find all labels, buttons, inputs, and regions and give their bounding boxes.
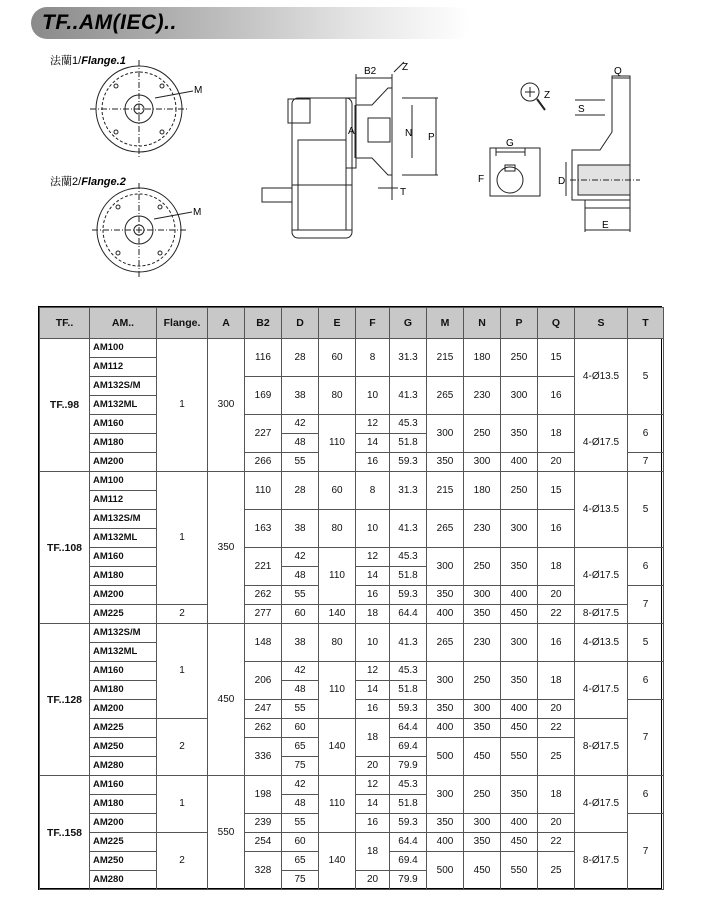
zoom-detail-icon	[521, 83, 545, 110]
dimension-label: S	[578, 104, 585, 115]
table-cell: TF..158	[40, 776, 90, 890]
table-cell: 2	[157, 833, 208, 890]
column-header: TF..	[40, 308, 90, 339]
dimension-label: D	[558, 176, 566, 187]
table-cell: 110	[245, 472, 282, 510]
table-cell: 8	[356, 339, 390, 377]
table-cell: 18	[538, 415, 575, 453]
table-cell: 60	[282, 605, 319, 624]
table-cell: 230	[464, 377, 501, 415]
table-cell: 262	[245, 586, 282, 605]
table-cell: 14	[356, 434, 390, 453]
table-row	[40, 776, 664, 795]
table-cell: 5	[628, 339, 664, 415]
table-cell: 48	[282, 681, 319, 700]
table-cell: AM200	[90, 700, 157, 719]
flange1-drawing	[90, 60, 193, 158]
table-cell: AM160	[90, 548, 157, 567]
column-header: Q	[538, 308, 575, 339]
table-cell: 48	[282, 567, 319, 586]
table-cell: 450	[208, 624, 245, 776]
table-cell: 1	[157, 339, 208, 472]
table-cell: 60	[319, 339, 356, 377]
table-row	[40, 605, 664, 624]
table-cell: 500	[427, 852, 464, 890]
table-row	[40, 548, 664, 567]
table-cell: 4-Ø17.5	[575, 776, 628, 833]
table-cell: 400	[501, 453, 538, 472]
table-cell: 230	[464, 510, 501, 548]
table-cell: AM132ML	[90, 396, 157, 415]
table-cell: AM250	[90, 738, 157, 757]
table-cell: 180	[464, 472, 501, 510]
column-header: S	[575, 308, 628, 339]
dimension-label: Z	[402, 62, 409, 73]
table-cell: 300	[427, 415, 464, 453]
table-cell: AM100	[90, 339, 157, 358]
table-cell: 42	[282, 415, 319, 434]
table-cell: 4-Ø17.5	[575, 415, 628, 472]
table-row	[40, 833, 664, 852]
table-cell: 265	[427, 510, 464, 548]
table-cell: 4-Ø13.5	[575, 472, 628, 548]
table-cell: 140	[319, 605, 356, 624]
table-cell: 64.4	[390, 719, 427, 738]
table-cell: AM225	[90, 605, 157, 624]
table-cell: 250	[501, 339, 538, 377]
table-cell: AM132S/M	[90, 624, 157, 643]
dimension-label: T	[400, 187, 407, 198]
table-cell: 336	[245, 738, 282, 776]
dimension-label: M	[193, 207, 202, 218]
table-cell: 75	[282, 757, 319, 776]
table-cell: 28	[282, 339, 319, 377]
dimension-table	[38, 306, 662, 890]
table-cell: 16	[538, 377, 575, 415]
table-cell: 16	[356, 700, 390, 719]
table-cell: 80	[319, 377, 356, 415]
table-cell: AM160	[90, 415, 157, 434]
table-cell: 31.3	[390, 339, 427, 377]
dimension-label: P	[428, 132, 435, 143]
table-cell: 16	[538, 624, 575, 662]
table-row	[40, 339, 664, 358]
table-cell: 12	[356, 415, 390, 434]
table-cell: 42	[282, 662, 319, 681]
table-cell: AM160	[90, 662, 157, 681]
table-row	[40, 719, 664, 738]
table-cell: AM112	[90, 358, 157, 377]
dimension-label: E	[602, 220, 609, 231]
table-cell: 45.3	[390, 548, 427, 567]
table-cell: 110	[319, 415, 356, 472]
table-cell: 15	[538, 339, 575, 377]
table-cell: 42	[282, 776, 319, 795]
column-header: F	[356, 308, 390, 339]
table-cell: 227	[245, 415, 282, 453]
table-cell: 55	[282, 814, 319, 833]
table-cell: 250	[501, 472, 538, 510]
table-cell: 350	[464, 605, 501, 624]
table-cell: 550	[501, 738, 538, 776]
table-cell: 8-Ø17.5	[575, 833, 628, 890]
table-cell: 25	[538, 738, 575, 776]
table-cell: 300	[427, 548, 464, 586]
table-cell: 22	[538, 605, 575, 624]
table-cell: 110	[319, 548, 356, 605]
table-cell: 12	[356, 776, 390, 795]
table-cell: AM112	[90, 491, 157, 510]
table-cell: 8	[356, 472, 390, 510]
page-title: TF..AM(IEC)..	[42, 11, 177, 34]
table-cell: AM132ML	[90, 529, 157, 548]
table-cell: AM200	[90, 586, 157, 605]
column-header: N	[464, 308, 501, 339]
table-cell: 116	[245, 339, 282, 377]
table-cell: 230	[464, 624, 501, 662]
table-cell: 14	[356, 795, 390, 814]
table-cell: 169	[245, 377, 282, 415]
table-cell: 45.3	[390, 776, 427, 795]
table-cell: 450	[501, 833, 538, 852]
dimension-label: G	[506, 138, 514, 149]
table-cell: 247	[245, 700, 282, 719]
table-cell: 198	[245, 776, 282, 814]
table-cell: AM160	[90, 776, 157, 795]
table-cell: 45.3	[390, 415, 427, 434]
table-cell: 350	[501, 776, 538, 814]
table-cell: 239	[245, 814, 282, 833]
table-cell: 6	[628, 548, 664, 586]
table-cell: 550	[208, 776, 245, 890]
column-header: A	[208, 308, 245, 339]
table-row	[40, 377, 664, 396]
table-cell: 350	[501, 415, 538, 453]
table-cell: 500	[427, 738, 464, 776]
table-cell: 20	[538, 700, 575, 719]
table-cell: 300	[501, 510, 538, 548]
table-cell: 215	[427, 472, 464, 510]
table-cell: 300	[501, 377, 538, 415]
table-cell: 4-Ø17.5	[575, 662, 628, 719]
flange1-label: 法蘭1/Flange.1	[50, 55, 126, 67]
column-header: E	[319, 308, 356, 339]
table-cell: 6	[628, 662, 664, 700]
table-cell: 350	[427, 814, 464, 833]
table-cell: AM180	[90, 681, 157, 700]
table-cell: 41.3	[390, 377, 427, 415]
table-cell: 450	[464, 738, 501, 776]
table-cell: 265	[427, 624, 464, 662]
table-cell: 18	[356, 719, 390, 757]
table-cell: 12	[356, 662, 390, 681]
table-cell: 14	[356, 681, 390, 700]
table-cell: 400	[427, 719, 464, 738]
technical-drawing	[0, 0, 701, 300]
table-cell: AM180	[90, 795, 157, 814]
table-cell: AM180	[90, 434, 157, 453]
table-cell: 400	[427, 833, 464, 852]
table-cell: 300	[464, 700, 501, 719]
table-cell: 38	[282, 510, 319, 548]
table-cell: AM180	[90, 567, 157, 586]
table-cell: 254	[245, 833, 282, 852]
column-header: M	[427, 308, 464, 339]
table-cell: 20	[538, 586, 575, 605]
table-cell: 350	[501, 662, 538, 700]
table-cell: 55	[282, 453, 319, 472]
table-cell: 48	[282, 434, 319, 453]
table-cell: 79.9	[390, 757, 427, 776]
table-cell: 28	[282, 472, 319, 510]
table-cell: 42	[282, 548, 319, 567]
table-cell: AM132ML	[90, 643, 157, 662]
column-header: T	[628, 308, 664, 339]
table-cell: 277	[245, 605, 282, 624]
table-cell: 300	[427, 662, 464, 700]
table-cell: 450	[501, 719, 538, 738]
table-cell: 75	[282, 871, 319, 890]
table-cell: 250	[464, 662, 501, 700]
table-cell: AM132S/M	[90, 510, 157, 529]
column-header: G	[390, 308, 427, 339]
table-row	[40, 662, 664, 681]
table-cell: 5	[628, 624, 664, 662]
table-header-row	[40, 308, 664, 339]
table-cell: 300	[427, 776, 464, 814]
table-cell: 55	[282, 586, 319, 605]
table-cell: 400	[427, 605, 464, 624]
table-cell: 55	[282, 700, 319, 719]
table-cell: 10	[356, 377, 390, 415]
table-cell: 350	[501, 548, 538, 586]
table-cell: 16	[356, 586, 390, 605]
table-cell: 51.8	[390, 681, 427, 700]
table-cell: 4-Ø17.5	[575, 548, 628, 605]
table-cell: 2	[157, 605, 208, 624]
table-cell: 300	[464, 814, 501, 833]
table-cell: 31.3	[390, 472, 427, 510]
table-cell: 25	[538, 852, 575, 890]
table-cell: 8-Ø17.5	[575, 719, 628, 776]
table-cell: 38	[282, 624, 319, 662]
table-cell: 262	[245, 719, 282, 738]
table-cell: 79.9	[390, 871, 427, 890]
table-cell: 140	[319, 719, 356, 776]
table-cell: 65	[282, 852, 319, 871]
table-cell: 14	[356, 567, 390, 586]
table-cell: 20	[538, 453, 575, 472]
table-cell: 69.4	[390, 852, 427, 871]
table-cell: 45.3	[390, 662, 427, 681]
table-cell: 1	[157, 776, 208, 833]
table-cell: 215	[427, 339, 464, 377]
table-cell: 59.3	[390, 453, 427, 472]
table-cell: 22	[538, 833, 575, 852]
section-detail-drawing	[566, 76, 640, 232]
table-cell: 80	[319, 624, 356, 662]
table-cell: 16	[538, 510, 575, 548]
column-header: Flange.	[157, 308, 208, 339]
table-cell: 60	[319, 472, 356, 510]
table-cell: 300	[501, 624, 538, 662]
table-cell: 350	[464, 719, 501, 738]
table-cell: 300	[464, 453, 501, 472]
table-cell: AM200	[90, 814, 157, 833]
table-cell: 550	[501, 852, 538, 890]
table-cell: TF..98	[40, 339, 90, 472]
table-cell: 250	[464, 776, 501, 814]
table-row	[40, 510, 664, 529]
column-header: AM..	[90, 308, 157, 339]
table-cell: 206	[245, 662, 282, 700]
table-cell: AM100	[90, 472, 157, 491]
table-cell: 450	[501, 605, 538, 624]
table-cell: AM280	[90, 757, 157, 776]
table-cell: 64.4	[390, 605, 427, 624]
table-cell: 148	[245, 624, 282, 662]
table-cell: 51.8	[390, 795, 427, 814]
table-cell: 6	[628, 415, 664, 453]
table-cell: 18	[356, 833, 390, 871]
table-cell: 18	[538, 776, 575, 814]
table-cell: 140	[319, 833, 356, 890]
table-cell: 18	[538, 548, 575, 586]
table-row	[40, 624, 664, 643]
dimension-label: B2	[364, 66, 377, 77]
table-cell: 4-Ø13.5	[575, 339, 628, 415]
table-cell: 250	[464, 415, 501, 453]
table-cell: 16	[356, 453, 390, 472]
table-cell: 250	[464, 548, 501, 586]
table-cell: 5	[628, 472, 664, 548]
table-cell: 221	[245, 548, 282, 586]
flange2-label: 法蘭2/Flange.2	[50, 176, 126, 188]
table-cell: 59.3	[390, 700, 427, 719]
dimension-label: N	[405, 128, 413, 139]
table-cell: 300	[208, 339, 245, 472]
table-cell: AM250	[90, 852, 157, 871]
table-cell: 51.8	[390, 434, 427, 453]
table-cell: 450	[464, 852, 501, 890]
table-cell: 41.3	[390, 510, 427, 548]
table-cell: 10	[356, 624, 390, 662]
table-cell: 400	[501, 586, 538, 605]
table-cell: 51.8	[390, 567, 427, 586]
table-cell: 110	[319, 662, 356, 719]
table-cell: TF..108	[40, 472, 90, 624]
table-cell: 266	[245, 453, 282, 472]
table-cell: 15	[538, 472, 575, 510]
table-cell: 20	[356, 871, 390, 890]
column-header: P	[501, 308, 538, 339]
flange2-drawing	[92, 183, 192, 277]
table-cell: AM225	[90, 719, 157, 738]
table-cell: 65	[282, 738, 319, 757]
table-cell: 6	[628, 776, 664, 814]
table-cell: 7	[628, 586, 664, 624]
table-cell: 20	[538, 814, 575, 833]
column-header: B2	[245, 308, 282, 339]
dimension-label: Z	[544, 90, 551, 101]
dimension-label: F	[478, 174, 485, 185]
table-cell: 38	[282, 377, 319, 415]
table-cell: 1	[157, 472, 208, 605]
table-cell: 69.4	[390, 738, 427, 757]
table-cell: 2	[157, 719, 208, 776]
table-cell: 59.3	[390, 586, 427, 605]
table-cell: 7	[628, 814, 664, 890]
dimension-label: Q	[614, 66, 622, 77]
table-cell: 64.4	[390, 833, 427, 852]
table-cell: 18	[356, 605, 390, 624]
table-cell: TF..128	[40, 624, 90, 776]
table-cell: 265	[427, 377, 464, 415]
table-cell: 10	[356, 510, 390, 548]
table-cell: 4-Ø13.5	[575, 624, 628, 662]
table-cell: 80	[319, 510, 356, 548]
table-cell: 59.3	[390, 814, 427, 833]
table-cell: 350	[208, 472, 245, 624]
table-cell: AM200	[90, 453, 157, 472]
table-row	[40, 472, 664, 491]
table-cell: 60	[282, 719, 319, 738]
table-cell: 60	[282, 833, 319, 852]
table-cell: 7	[628, 453, 664, 472]
table-cell: 350	[427, 700, 464, 719]
table-cell: 350	[464, 833, 501, 852]
table-cell: 8-Ø17.5	[575, 605, 628, 624]
table-cell: 400	[501, 700, 538, 719]
table-cell: 16	[356, 814, 390, 833]
table-cell: 41.3	[390, 624, 427, 662]
table-cell: 48	[282, 795, 319, 814]
table-cell: 163	[245, 510, 282, 548]
dimension-label: M	[194, 85, 203, 96]
table-cell: AM225	[90, 833, 157, 852]
table-cell: 328	[245, 852, 282, 890]
table-cell: 300	[464, 586, 501, 605]
table-cell: 350	[427, 453, 464, 472]
table-cell: 1	[157, 624, 208, 719]
table-cell: 22	[538, 719, 575, 738]
table-cell: 180	[464, 339, 501, 377]
table-row	[40, 415, 664, 434]
table-cell: 350	[427, 586, 464, 605]
gearbox-drawing	[262, 62, 438, 238]
table-cell: AM132S/M	[90, 377, 157, 396]
dimension-label: A	[348, 126, 355, 137]
table-cell: 7	[628, 700, 664, 776]
key-detail-drawing	[490, 148, 540, 196]
table-cell: 110	[319, 776, 356, 833]
table-cell: 18	[538, 662, 575, 700]
table-cell: 20	[356, 757, 390, 776]
table-cell: AM280	[90, 871, 157, 890]
table-cell: 400	[501, 814, 538, 833]
column-header: D	[282, 308, 319, 339]
table-cell: 12	[356, 548, 390, 567]
